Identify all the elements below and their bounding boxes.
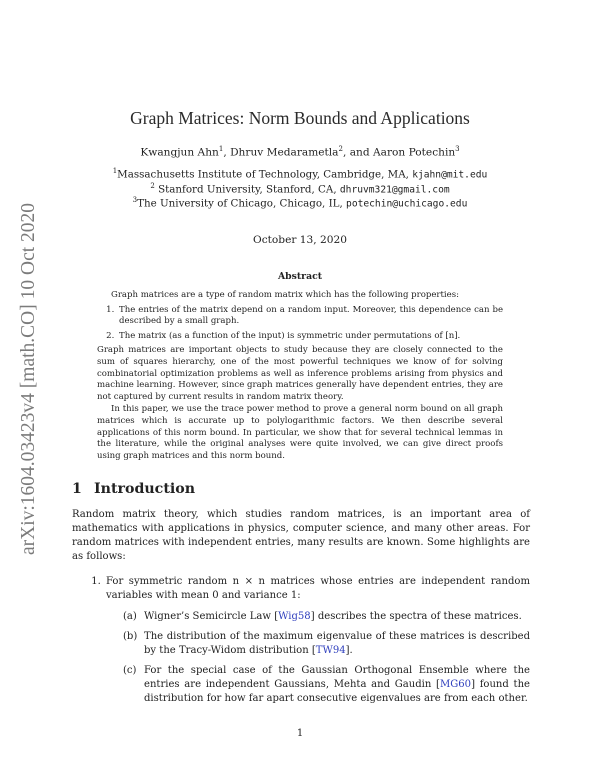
author-sup: 1 [218, 145, 224, 153]
arxiv-stamp-text: arXiv:1604.03423v4 [math.CO] 10 Oct 2020 [18, 202, 40, 556]
highlights-list [72, 575, 530, 706]
abstract-list-item: 1. The entries of the matrix depend on a random input. Moreover, this dependence can be described by a small graph. [117, 305, 503, 328]
affiliation [0, 182, 600, 195]
highlights-item [104, 575, 530, 706]
sublist-text: The distribution of the maximum eigenvalue of these matrices is described by the Tracy-Widom distribution [ [144, 631, 530, 657]
citation-link[interactable]: MG60 [439, 679, 472, 691]
section-number: 1 [72, 481, 82, 497]
affiliation-sup: 3 [132, 196, 138, 204]
affiliation [0, 196, 600, 209]
citation-link[interactable]: Wig58 [278, 611, 311, 623]
affiliation [0, 167, 600, 180]
email-link[interactable]: kjahn@mit.edu [412, 169, 488, 181]
sublist-item [106, 610, 530, 624]
affiliation-text: Massachusetts Institute of Technology, Cambridge, MA, [117, 168, 413, 181]
author-separator: , and [342, 146, 373, 159]
sublist-label: (a) [123, 611, 137, 623]
sublist-item [106, 664, 530, 706]
author-separator: , [223, 146, 231, 159]
author-name: Kwangjun Ahn [140, 146, 219, 159]
affiliation-sup: 2 [150, 182, 155, 190]
abstract-list-item: 2. The matrix (as a function of the input) is symmetric under permutations of [n]. [117, 331, 503, 343]
abstract-body [97, 290, 503, 462]
sublist-label: (c) [123, 665, 137, 677]
sublist-item [106, 630, 530, 658]
sublist-text: For the special case of the Gaussian Orthogonal Ensemble where the entries are independent Gaussians, Mehta and Gaudin [ [144, 665, 530, 691]
intro-body [72, 508, 530, 712]
author-name: Aaron Potechin [373, 146, 456, 159]
highlights-item-text: For symmetric random n × n matrices whose entries are independent random variables with mean 0 and variance 1: [106, 575, 530, 601]
highlights-sublist [106, 610, 530, 705]
affiliation-text: The University of Chicago, Chicago, IL, [137, 197, 347, 210]
abstract-intro: Graph matrices are a type of random matrix which has the following properties: [111, 290, 459, 300]
author-sup: 2 [338, 145, 343, 153]
sublist-text: ]. [345, 645, 353, 657]
paper-title: Graph Matrices: Norm Bounds and Applications [130, 108, 470, 128]
sublist-text: ] describes the spectra of these matrices. [310, 611, 522, 623]
section-title: Introduction [94, 481, 196, 497]
abstract-heading: Abstract [277, 271, 323, 282]
abstract-paragraph: In this paper, we use the trace power method to prove a general norm bound on all graph matrices which is accurate up to polylogarithmic factors. We then describe several applications of this norm bound. In particular, we show that for several technical lemmas in the literature, while the original analyses were quite involved, we can give direct proofs using graph matrices and this norm bound. [97, 404, 503, 461]
affiliation-text: Stanford University, Stanford, CA, [154, 183, 340, 196]
page-number: 1 [296, 728, 304, 739]
sublist-text: ] found the distribution for how far apart consecutive eigenvalues are from each other. [144, 679, 530, 704]
abstract-paragraph: Graph matrices are important objects to study because they are closely connected to the sum of squares hierarchy, one of the most powerful techniques we know of for solving combinatorial optimization problems as well as inference problems arising from physics and machine learning. However, since graph matrices generally have dependent entries, they are not captured by current results in random matrix theory. [97, 345, 503, 402]
email-link[interactable]: dhruvm321@gmail.com [339, 184, 450, 196]
sublist-label: (b) [123, 631, 138, 643]
sublist-text: Wigner’s Semicircle Law [ [144, 611, 279, 623]
affiliation-sup: 1 [112, 167, 118, 175]
abstract-list [97, 305, 503, 343]
section-heading [72, 481, 195, 497]
paper-date: October 13, 2020 [253, 234, 347, 246]
citation-link[interactable]: TW94 [315, 645, 346, 657]
intro-paragraph: Random matrix theory, which studies random matrices, is an important area of mathematics with applications in physics, computer science, and many other areas. For random matrices with independent entries, many results are known. Some highlights are as follows: [72, 509, 530, 562]
author-name: Dhruv Medarametla [230, 146, 339, 159]
author-list [0, 145, 600, 159]
author-sup: 3 [455, 145, 460, 153]
email-link[interactable]: potechin@uchicago.edu [346, 198, 468, 210]
